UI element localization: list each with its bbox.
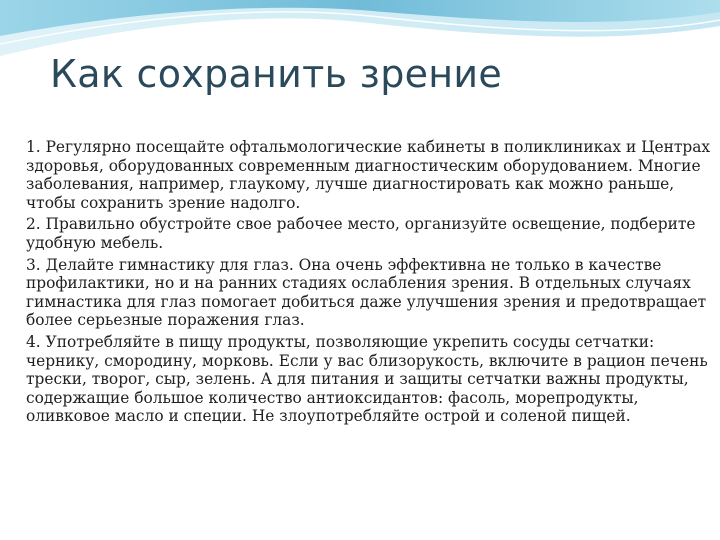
tip-paragraph-4: 4. Употребляйте в пищу продукты, позволяющие укрепить сосуды сетчатки: чернику, смородину, морковь. Если у вас близорукость, включите в рацион печень трески, творог, сыр, зелень. А для питания и защиты сетчатки важны продукты, содержащие большое количество антиоксидантов: фасоль, морепродукты, оливковое масло и специи. Не злоупотребляйте острой и соленой пищей. [26, 332, 708, 426]
tip-paragraph-2: 2. Правильно обустройте свое рабочее место, организуйте освещение, подберите удобную мебель. [26, 215, 696, 252]
slide-body [26, 138, 712, 429]
slide-title: Как сохранить зрение [50, 52, 503, 96]
tip-paragraph-1: 1. Регулярно посещайте офтальмологические кабинеты в поликлиниках и Центрах здоровья, оборудованных современным диагностическим оборудованием. Многие заболевания, например, глаукому, лучше диагностировать как можно раньше, чтобы сохранить зрение надолго. [26, 138, 711, 212]
tip-paragraph-3: 3. Делайте гимнастику для глаз. Она очень эффективна не только в качестве профилактики, но и на ранних стадиях ослабления зрения. В отдельных случаях гимнастика для глаз помогает добиться даже улучшения зрения и предотвращает более серьезные поражения глаз. [26, 255, 707, 330]
